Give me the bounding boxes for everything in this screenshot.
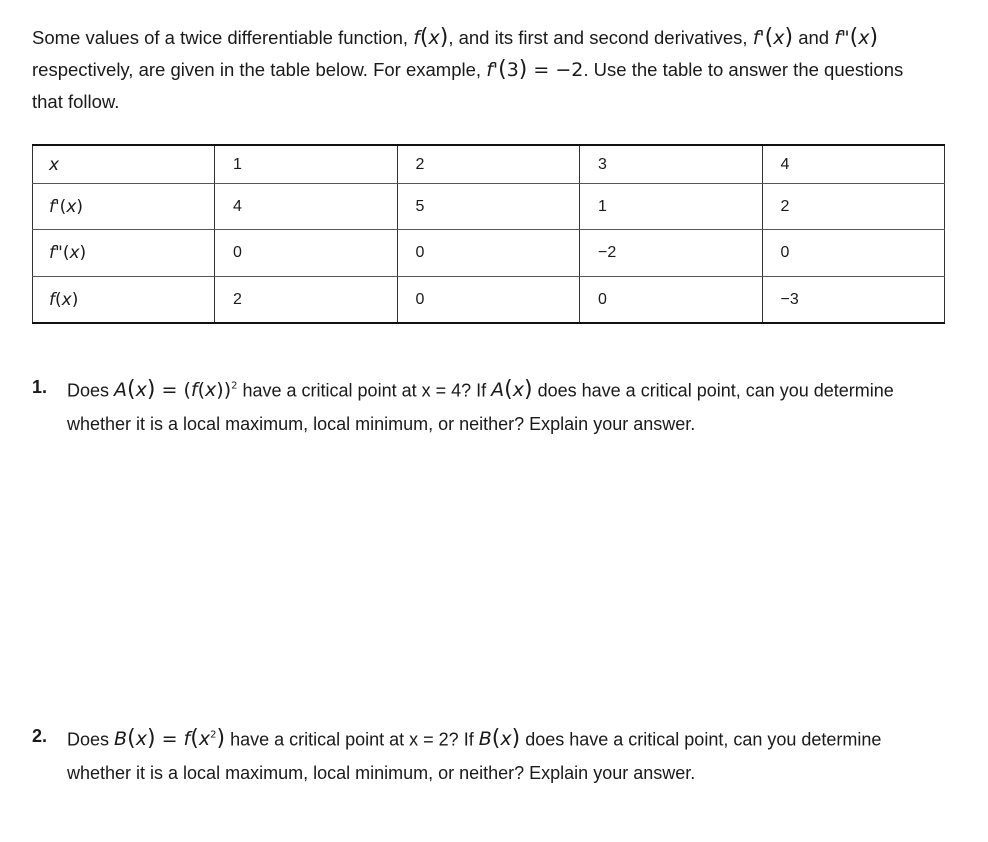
table-row-f (33, 277, 945, 324)
table-header-row (33, 145, 945, 184)
question-number: 1. (32, 377, 48, 397)
table-cell: −3 (762, 277, 945, 324)
intro-paragraph (32, 22, 932, 117)
header-cell-x: x (33, 145, 215, 184)
table-cell: 0 (762, 230, 945, 277)
question-text-mid: have a critical point at x = 4? If (242, 380, 487, 401)
question-text-pre: Does (67, 729, 110, 750)
header-cell: 4 (762, 145, 945, 184)
math-A-of-x: A(x) (491, 377, 533, 403)
intro-text-1: Some values of a twice differentiable function, (32, 27, 409, 48)
math-fprime-3-example: f'(3) = −2 (486, 57, 584, 82)
values-table (32, 144, 945, 324)
math-B-definition: $B(x) = f(x^2)$ (114, 726, 226, 752)
question-text-mid: have a critical point at x = 2? If (230, 729, 474, 750)
table-cell: −2 (580, 230, 763, 277)
question-text-post: does have a critical point, can you determine whether it is a local maximum, local minimum, or neither? Explain your answer. (67, 380, 894, 435)
table-cell: 5 (397, 184, 580, 230)
header-cell: 2 (397, 145, 580, 184)
math-fprime-of-x: f'(x) (752, 25, 794, 50)
row-label-f: f(x) (33, 277, 215, 324)
question-2 (32, 719, 912, 790)
table-cell: 1 (580, 184, 763, 230)
table-cell: 0 (580, 277, 763, 324)
intro-text-5: . Use the table to answer the questions that follow. (32, 59, 904, 112)
table-cell: 0 (397, 230, 580, 277)
table-cell: 4 (215, 184, 398, 230)
table-row-fdoubleprime (33, 230, 945, 277)
question-text-pre: Does (67, 380, 110, 401)
math-B-of-x: B(x) (478, 726, 521, 752)
row-label-fprime: f'(x) (33, 184, 215, 230)
table-row-fprime (33, 184, 945, 230)
table-cell: 0 (215, 230, 398, 277)
intro-text-4: respectively, are given in the table below. For example, (32, 59, 482, 80)
table-cell: 2 (215, 277, 398, 324)
math-fdoubleprime-of-x: f"(x) (834, 25, 879, 50)
question-number: 2. (32, 726, 48, 746)
intro-text-3: and (798, 27, 830, 48)
table-cell: 0 (397, 277, 580, 324)
intro-text-2: , and its first and second derivatives, (448, 27, 748, 48)
header-cell: 3 (580, 145, 763, 184)
question-text-post: does have a critical point, can you determine whether it is a local maximum, local minimum, or neither? Explain your answer. (67, 729, 882, 784)
table-cell: 2 (762, 184, 945, 230)
math-A-definition: $A(x) = (f(x))^2$ (114, 377, 238, 403)
header-cell: 1 (215, 145, 398, 184)
row-label-fdoubleprime: f"(x) (33, 230, 215, 277)
question-1 (32, 370, 912, 441)
math-f-of-x: f(x) (413, 25, 449, 50)
